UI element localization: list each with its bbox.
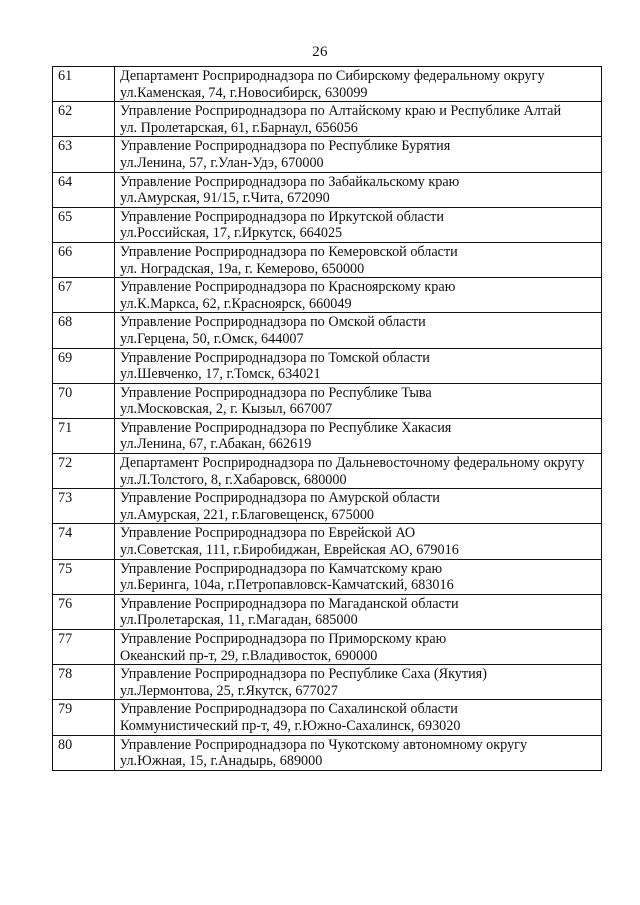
table-row bbox=[53, 172, 602, 207]
row-number: 63 bbox=[53, 137, 115, 172]
office-name: Управление Росприроднадзора по Чукотскому автономному округу bbox=[120, 736, 528, 753]
office-address: Коммунистический пр-т, 49, г.Южно-Сахалинск, 693020 bbox=[120, 717, 461, 734]
office-name: Управление Росприроднадзора по Амурской области bbox=[120, 490, 440, 507]
office-cell bbox=[115, 278, 602, 313]
office-address: ул.Российская, 17, г.Иркутск, 664025 bbox=[120, 225, 343, 242]
table-row bbox=[53, 735, 602, 770]
row-number: 71 bbox=[53, 418, 115, 453]
office-address: ул.Шевченко, 17, г.Томск, 634021 bbox=[120, 366, 321, 383]
office-address: ул.Амурская, 91/15, г.Чита, 672090 bbox=[120, 190, 330, 207]
table-row bbox=[53, 524, 602, 559]
row-number: 70 bbox=[53, 383, 115, 418]
office-address: ул. Пролетарская, 61, г.Барнаул, 656056 bbox=[120, 119, 358, 136]
office-cell bbox=[115, 313, 602, 348]
office-address: ул.Л.Толстого, 8, г.Хабаровск, 680000 bbox=[120, 471, 347, 488]
table-row bbox=[53, 383, 602, 418]
row-number: 69 bbox=[53, 348, 115, 383]
row-number: 73 bbox=[53, 489, 115, 524]
office-cell bbox=[115, 383, 602, 418]
office-cell bbox=[115, 172, 602, 207]
row-number: 66 bbox=[53, 242, 115, 277]
office-name: Управление Росприроднадзора по Кемеровской области bbox=[120, 243, 458, 260]
office-cell bbox=[115, 665, 602, 700]
row-number: 61 bbox=[53, 67, 115, 102]
office-registry-table bbox=[52, 66, 602, 771]
table-row bbox=[53, 630, 602, 665]
office-name: Управление Росприроднадзора по Забайкальскому краю bbox=[120, 173, 460, 190]
row-number: 62 bbox=[53, 102, 115, 137]
office-name: Управление Росприроднадзора по Красноярскому краю bbox=[120, 279, 456, 296]
office-cell bbox=[115, 489, 602, 524]
office-cell bbox=[115, 242, 602, 277]
table-row bbox=[53, 67, 602, 102]
office-cell bbox=[115, 418, 602, 453]
table-row bbox=[53, 242, 602, 277]
office-cell bbox=[115, 102, 602, 137]
office-cell bbox=[115, 559, 602, 594]
table-row bbox=[53, 207, 602, 242]
table-row bbox=[53, 700, 602, 735]
office-name: Управление Росприроднадзора по Иркутской области bbox=[120, 208, 444, 225]
office-address: ул.Беринга, 104а, г.Петропавловск-Камчатский, 683016 bbox=[120, 577, 454, 594]
table-row bbox=[53, 559, 602, 594]
office-address: Океанский пр-т, 29, г.Владивосток, 690000 bbox=[120, 647, 378, 664]
row-number: 65 bbox=[53, 207, 115, 242]
table-row bbox=[53, 137, 602, 172]
table-row bbox=[53, 313, 602, 348]
office-cell bbox=[115, 348, 602, 383]
row-number: 74 bbox=[53, 524, 115, 559]
office-address: ул.Ленина, 57, г.Улан-Удэ, 670000 bbox=[120, 154, 324, 171]
row-number: 79 bbox=[53, 700, 115, 735]
office-cell bbox=[115, 700, 602, 735]
office-registry-body bbox=[53, 67, 602, 771]
office-address: ул.Московская, 2, г. Кызыл, 667007 bbox=[120, 401, 333, 418]
table-row bbox=[53, 278, 602, 313]
office-address: ул.Советская, 111, г.Биробиджан, Еврейская АО, 679016 bbox=[120, 542, 459, 559]
office-cell bbox=[115, 735, 602, 770]
office-address: ул. Ноградская, 19а, г. Кемерово, 650000 bbox=[120, 260, 365, 277]
table-row bbox=[53, 594, 602, 629]
office-name: Управление Росприроднадзора по Республике Хакасия bbox=[120, 419, 452, 436]
office-name: Управление Росприроднадзора по Камчатскому краю bbox=[120, 560, 443, 577]
office-address: ул.Ленина, 67, г.Абакан, 662619 bbox=[120, 436, 312, 453]
page-number: 26 bbox=[312, 44, 328, 60]
office-address: ул.Амурская, 221, г.Благовещенск, 675000 bbox=[120, 506, 375, 523]
office-address: ул.Лермонтова, 25, г.Якутск, 677027 bbox=[120, 682, 338, 699]
table-row bbox=[53, 348, 602, 383]
office-name: Управление Росприроднадзора по Приморскому краю bbox=[120, 631, 447, 647]
table-row bbox=[53, 418, 602, 453]
row-number: 78 bbox=[53, 665, 115, 700]
office-name: Управление Росприроднадзора по Еврейской АО bbox=[120, 525, 416, 542]
office-cell bbox=[115, 207, 602, 242]
office-name: Управление Росприроднадзора по Магаданской области bbox=[120, 595, 459, 612]
office-name: Управление Росприроднадзора по Томской области bbox=[120, 349, 430, 366]
row-number: 80 bbox=[53, 735, 115, 770]
table-row bbox=[53, 489, 602, 524]
row-number: 67 bbox=[53, 278, 115, 313]
office-name: Департамент Росприроднадзора по Сибирскому федеральному округу bbox=[120, 68, 545, 84]
office-cell bbox=[115, 594, 602, 629]
office-cell bbox=[115, 137, 602, 172]
office-address: ул.Пролетарская, 11, г.Магадан, 685000 bbox=[120, 612, 358, 629]
office-address: ул.Каменская, 74, г.Новосибирск, 630099 bbox=[120, 84, 368, 101]
table-row bbox=[53, 102, 602, 137]
office-name: Управление Росприроднадзора по Республике Саха (Якутия) bbox=[120, 666, 487, 683]
office-cell bbox=[115, 630, 602, 665]
office-address: ул.Герцена, 50, г.Омск, 644007 bbox=[120, 330, 304, 347]
office-address: ул.К.Маркса, 62, г.Красноярск, 660049 bbox=[120, 295, 352, 312]
office-cell bbox=[115, 67, 602, 102]
office-name: Управление Росприроднадзора по Омской области bbox=[120, 314, 426, 331]
row-number: 64 bbox=[53, 172, 115, 207]
table-row bbox=[53, 454, 602, 489]
office-name: Департамент Росприроднадзора по Дальневосточному федеральному округу bbox=[120, 455, 585, 472]
row-number: 72 bbox=[53, 454, 115, 489]
row-number: 68 bbox=[53, 313, 115, 348]
office-name: Управление Росприроднадзора по Алтайскому краю и Республике Алтай bbox=[120, 103, 562, 120]
table-row bbox=[53, 665, 602, 700]
office-name: Управление Росприроднадзора по Республике Тыва bbox=[120, 384, 432, 401]
office-name: Управление Росприроднадзора по Сахалинской области bbox=[120, 701, 458, 718]
row-number: 77 bbox=[53, 630, 115, 665]
row-number: 75 bbox=[53, 559, 115, 594]
row-number: 76 bbox=[53, 594, 115, 629]
office-address: ул.Южная, 15, г.Анадырь, 689000 bbox=[120, 753, 323, 770]
office-name: Управление Росприроднадзора по Республике Бурятия bbox=[120, 138, 451, 155]
office-cell bbox=[115, 524, 602, 559]
office-cell bbox=[115, 454, 602, 489]
